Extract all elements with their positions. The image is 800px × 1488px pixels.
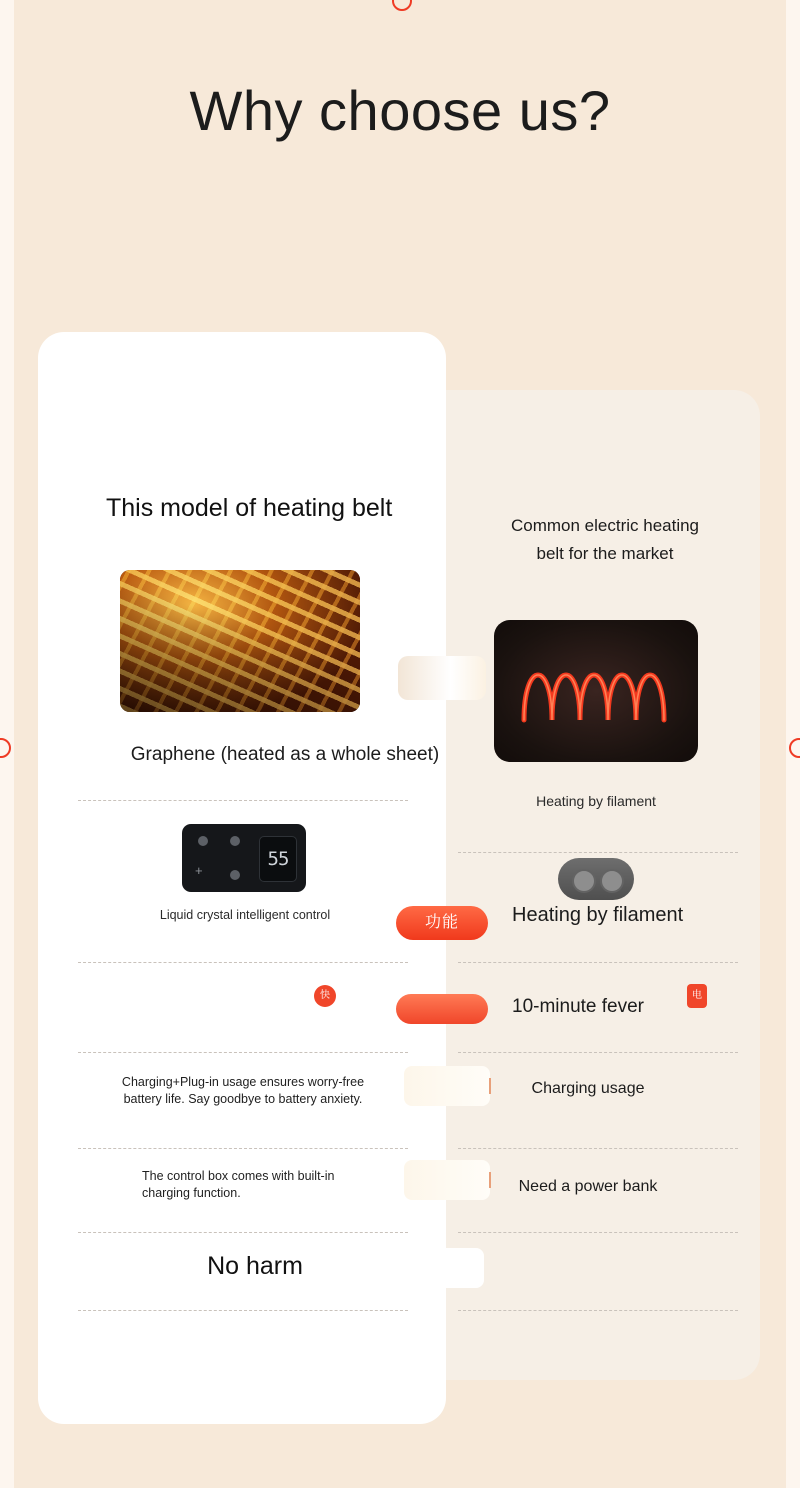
charging-usage-description: Charging+Plug-in usage ensures worry-free battery life. Say goodbye to battery anxiety. [121, 1075, 365, 1106]
divider-left-3 [78, 1052, 408, 1053]
control-box-description: The control box comes with built-in charging function. [142, 1169, 335, 1200]
charging-usage-label: Charging usage [531, 1080, 645, 1097]
divider-left-5 [78, 1232, 408, 1233]
divider-left-1 [78, 800, 408, 801]
speed-pill [396, 994, 488, 1024]
electric-badge: 电 [687, 984, 707, 1008]
ten-minute-fever-label: 10-minute fever [512, 996, 645, 1017]
puck-hole-left-icon [572, 869, 596, 893]
competitor-heading: Common electric heating belt for the market [510, 516, 700, 563]
lcd-caption: Liquid crystal intelligent control [159, 908, 331, 922]
lcd-screen-value: 55 [259, 836, 297, 882]
power-bank-label: Need a power bank [518, 1178, 658, 1195]
graphene-photo-shading [120, 570, 360, 712]
edge-marker-top-icon [392, 0, 412, 11]
divider-right-6 [458, 1310, 738, 1311]
puck-hole-right-icon [600, 869, 624, 893]
lcd-button-3-icon [230, 870, 240, 880]
divider-left-6 [78, 1310, 408, 1311]
fast-badge: 快 [314, 985, 336, 1007]
filament-wave-icon [494, 620, 698, 762]
function-badge: 功能 [396, 906, 488, 940]
graphene-photo [120, 570, 360, 712]
filament-photo [494, 620, 698, 762]
graphene-caption: Graphene (heated as a whole sheet) [130, 744, 440, 765]
divider-right-2 [458, 962, 738, 963]
lcd-button-2-icon [230, 836, 240, 846]
lcd-plus-icon: + [195, 863, 203, 878]
connector-blob-4 [404, 1248, 484, 1288]
lcd-button-1-icon [198, 836, 208, 846]
no-harm-label: No harm [207, 1252, 303, 1280]
page-title: Why choose us? [189, 79, 611, 142]
competitor-control-puck-photo [558, 858, 634, 900]
divider-left-2 [78, 962, 408, 963]
divider-right-4 [458, 1148, 738, 1149]
divider-left-4 [78, 1148, 408, 1149]
divider-right-1 [458, 852, 738, 853]
filament-caption: Heating by filament [536, 793, 656, 809]
lcd-control-box-photo [182, 824, 306, 892]
heating-by-filament-label: Heating by filament [512, 904, 684, 926]
product-heading: This model of heating belt [106, 494, 393, 522]
divider-right-3 [458, 1052, 738, 1053]
divider-right-5 [458, 1232, 738, 1233]
connector-blob-1 [398, 656, 486, 700]
